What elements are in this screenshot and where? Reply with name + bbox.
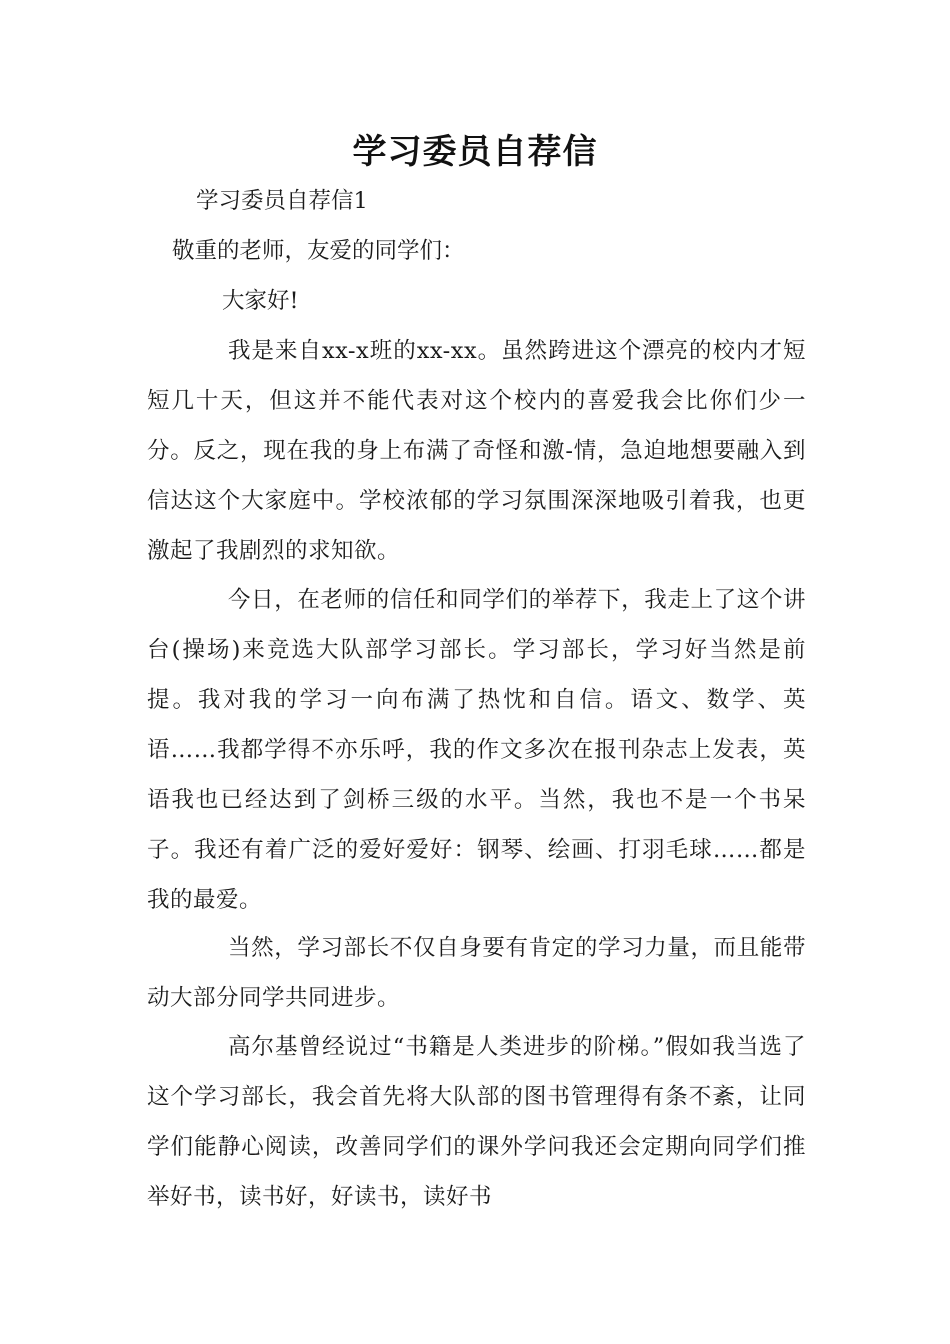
paragraph-plans: 高尔基曾经说过“书籍是人类进步的阶梯。”假如我当选了这个学习部长，我会首先将大队部的图书管理得有条不紊，让同学们能静心阅读，改善同学们的课外学问我还会定期向同学们推举好书，读书好，好读书，读好书 xyxy=(147,1034,806,1210)
letter-greeting: 敬重的老师，友爱的同学们： xyxy=(172,238,465,264)
letter-salutation: 大家好! xyxy=(222,288,299,314)
document-subtitle: 学习委员自荐信1 xyxy=(196,188,368,214)
paragraph-responsibility: 当然，学习部长不仅自身要有肯定的学习力量，而且能带动大部分同学共同进步。 xyxy=(147,935,806,1011)
paragraph-introduction: 我是来自xx-x班的xx-xx。虽然跨进这个漂亮的校内才短短几十天，但这并不能代表对这个校内的喜爱我会比你们少一分。反之，现在我的身上布满了奇怪和激-情，急迫地想要融入到信达这个大家庭中。学校浓郁的学习氛围深深地吸引着我，也更激起了我剧烈的求知欲。 xyxy=(147,338,806,564)
document-title: 学习委员自荐信 xyxy=(352,132,598,172)
paragraph-qualifications: 今日，在老师的信任和同学们的举荐下，我走上了这个讲台(操场)来竞选大队部学习部长。学习部长，学习好当然是前提。我对我的学习一向布满了热忱和自信。语文、数学、英语……我都学得不亦乐呼，我的作文多次在报刊杂志上发表，英语我也已经达到了剑桥三级的水平。当然，我也不是一个书呆子。我还有着广泛的爱好爱好：钢琴、绘画、打羽毛球……都是我的最爱。 xyxy=(147,587,806,913)
